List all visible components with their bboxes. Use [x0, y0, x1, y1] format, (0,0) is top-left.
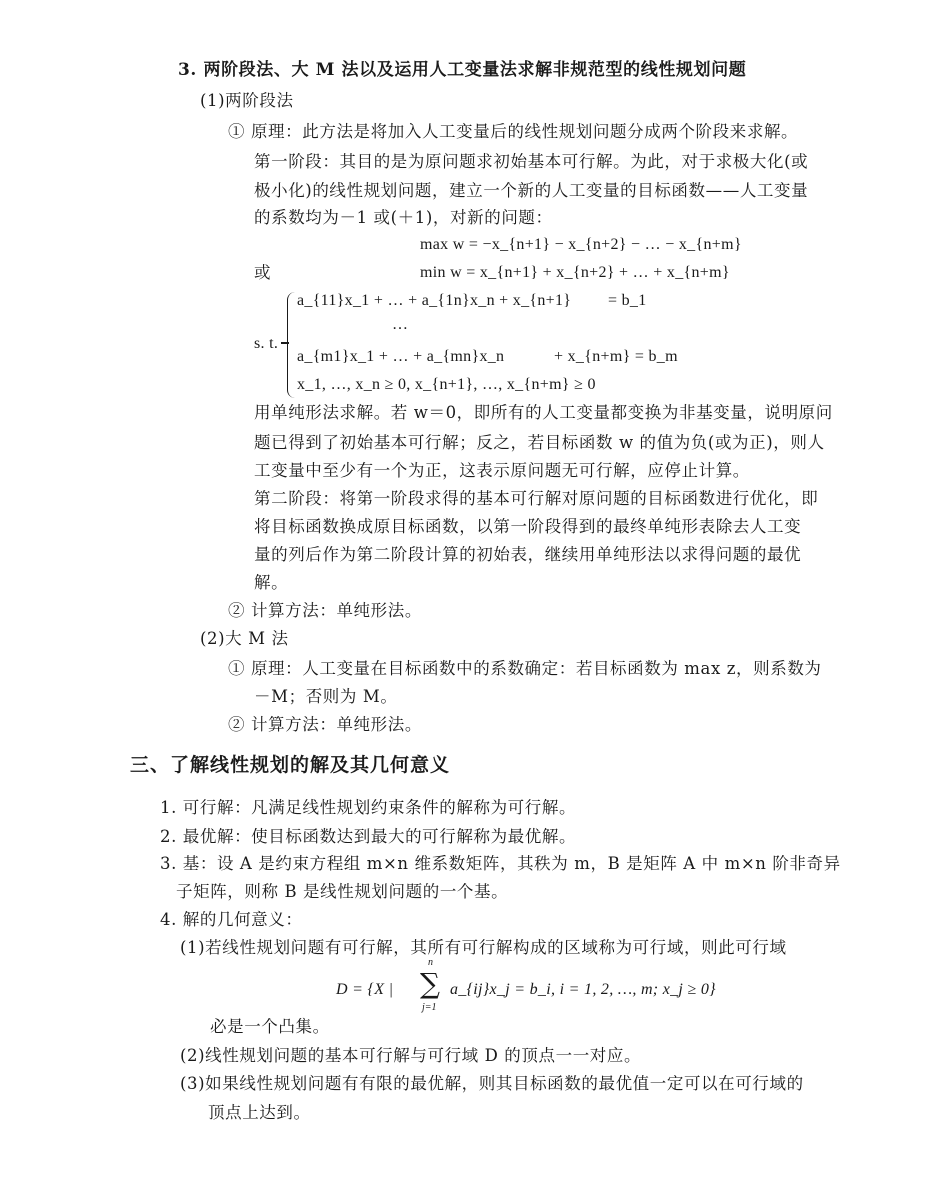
constraint-brace-tip	[281, 342, 289, 344]
constraint-m-artificial: + x_{n+m} = b_m	[554, 348, 678, 365]
big-m-label: (2)大 M 法	[200, 629, 289, 648]
constraint-m-lhs: a_{m1}x_1 + … + a_{mn}x_n	[297, 348, 505, 365]
two-phase-method: ② 计算方法：单纯形法。	[228, 601, 422, 620]
item-feasible: 1. 可行解：凡满足线性规划约束条件的解称为可行解。	[160, 798, 577, 817]
two-phase-principle: ① 原理：此方法是将加入人工变量后的线性规划问题分成两个阶段来求解。	[228, 122, 799, 141]
section-heading: 3. 两阶段法、大 M 法以及运用人工变量法求解非规范型的线性规划问题	[178, 60, 747, 80]
phase2-line-4: 解。	[254, 573, 289, 592]
constraint-dots: …	[392, 316, 409, 333]
item-geometry: 4. 解的几何意义：	[160, 910, 303, 929]
phase2-line-3: 量的列后作为第二阶段计算的初始表，继续用单纯形法以求得问题的最优	[254, 545, 802, 564]
big-m-method: ② 计算方法：单纯形法。	[228, 715, 422, 734]
after-line-2: 题已得到了初始基本可行解；反之，若目标函数 w 的值为负(或为正)，则人	[254, 433, 825, 452]
phase1-line-2: 极小化)的线性规划问题，建立一个新的人工变量的目标函数——人工变量	[254, 181, 809, 200]
big-m-principle-1: ① 原理：人工变量在目标函数中的系数确定：若目标函数为 max z，则系数为	[228, 659, 822, 678]
max-objective: max w = −x_{n+1} − x_{n+2} − … − x_{n+m}	[420, 236, 742, 253]
min-objective: min w = x_{n+1} + x_{n+2} + … + x_{n+m}	[420, 264, 730, 281]
two-phase-label: (1)两阶段法	[200, 91, 294, 110]
sum-lower-index: j=1	[422, 1002, 437, 1013]
sum-upper-index: n	[428, 957, 433, 968]
nonnegativity: x_1, …, x_n ≥ 0, x_{n+1}, …, x_{n+m} ≥ 0	[297, 376, 596, 393]
big-m-principle-2: －M；否则为 M。	[254, 687, 398, 706]
d-formula-body: a_{ij}x_j = b_i, i = 1, 2, …, m; x_j ≥ 0}	[450, 981, 716, 998]
st-label: s. t.	[254, 335, 279, 352]
phase2-line-1: 第二阶段：将第一阶段求得的基本可行解对原问题的目标函数进行优化，即	[254, 489, 819, 508]
geometry-3-line-2: 顶点上达到。	[208, 1103, 311, 1122]
d-formula-lhs: D = {X |	[336, 981, 394, 998]
or-text: 或	[254, 263, 272, 282]
phase1-line-1: 第一阶段：其目的是为原问题求初始基本可行解。为此，对于求极大化(或	[254, 152, 809, 171]
after-line-3: 工变量中至少有一个为正，这表示原问题无可行解，应停止计算。	[254, 461, 750, 480]
phase2-line-2: 将目标函数换成原目标函数，以第一阶段得到的最终单纯形表除去人工变	[254, 517, 802, 536]
geometry-1: (1)若线性规划问题有可行解，其所有可行解构成的区域称为可行域，则此可行域	[180, 938, 787, 957]
constraint-brace	[287, 292, 296, 398]
item-optimal: 2. 最优解：使目标函数达到最大的可行解称为最优解。	[160, 827, 577, 846]
item-basis-1: 3. 基：设 A 是约束方程组 m×n 维系数矩阵，其秩为 m，B 是矩阵 A 中 m×n 阶非奇异	[160, 854, 841, 873]
geometry-3-line-1: (3)如果线性规划问题有有限的最优解，则其目标函数的最优值一定可以在可行域的	[180, 1074, 804, 1093]
phase1-line-3: 的系数均为－1 或(＋1)，对新的问题：	[254, 208, 553, 227]
constraint-1-lhs: a_{11}x_1 + … + a_{1n}x_n + x_{n+1}	[297, 292, 572, 309]
summation-symbol: ∑	[420, 967, 440, 1000]
geometry-2: (2)线性规划问题的基本可行解与可行域 D 的顶点一一对应。	[180, 1046, 642, 1065]
after-line-1: 用单纯形法求解。若 w＝0，即所有的人工变量都变换为非基变量，说明原问	[254, 403, 833, 422]
convex-set: 必是一个凸集。	[210, 1017, 330, 1036]
item-basis-2: 子矩阵，则称 B 是线性规划问题的一个基。	[176, 882, 509, 901]
constraint-1-rhs: = b_1	[608, 292, 647, 309]
part-three-heading: 三、了解线性规划的解及其几何意义	[130, 754, 451, 776]
